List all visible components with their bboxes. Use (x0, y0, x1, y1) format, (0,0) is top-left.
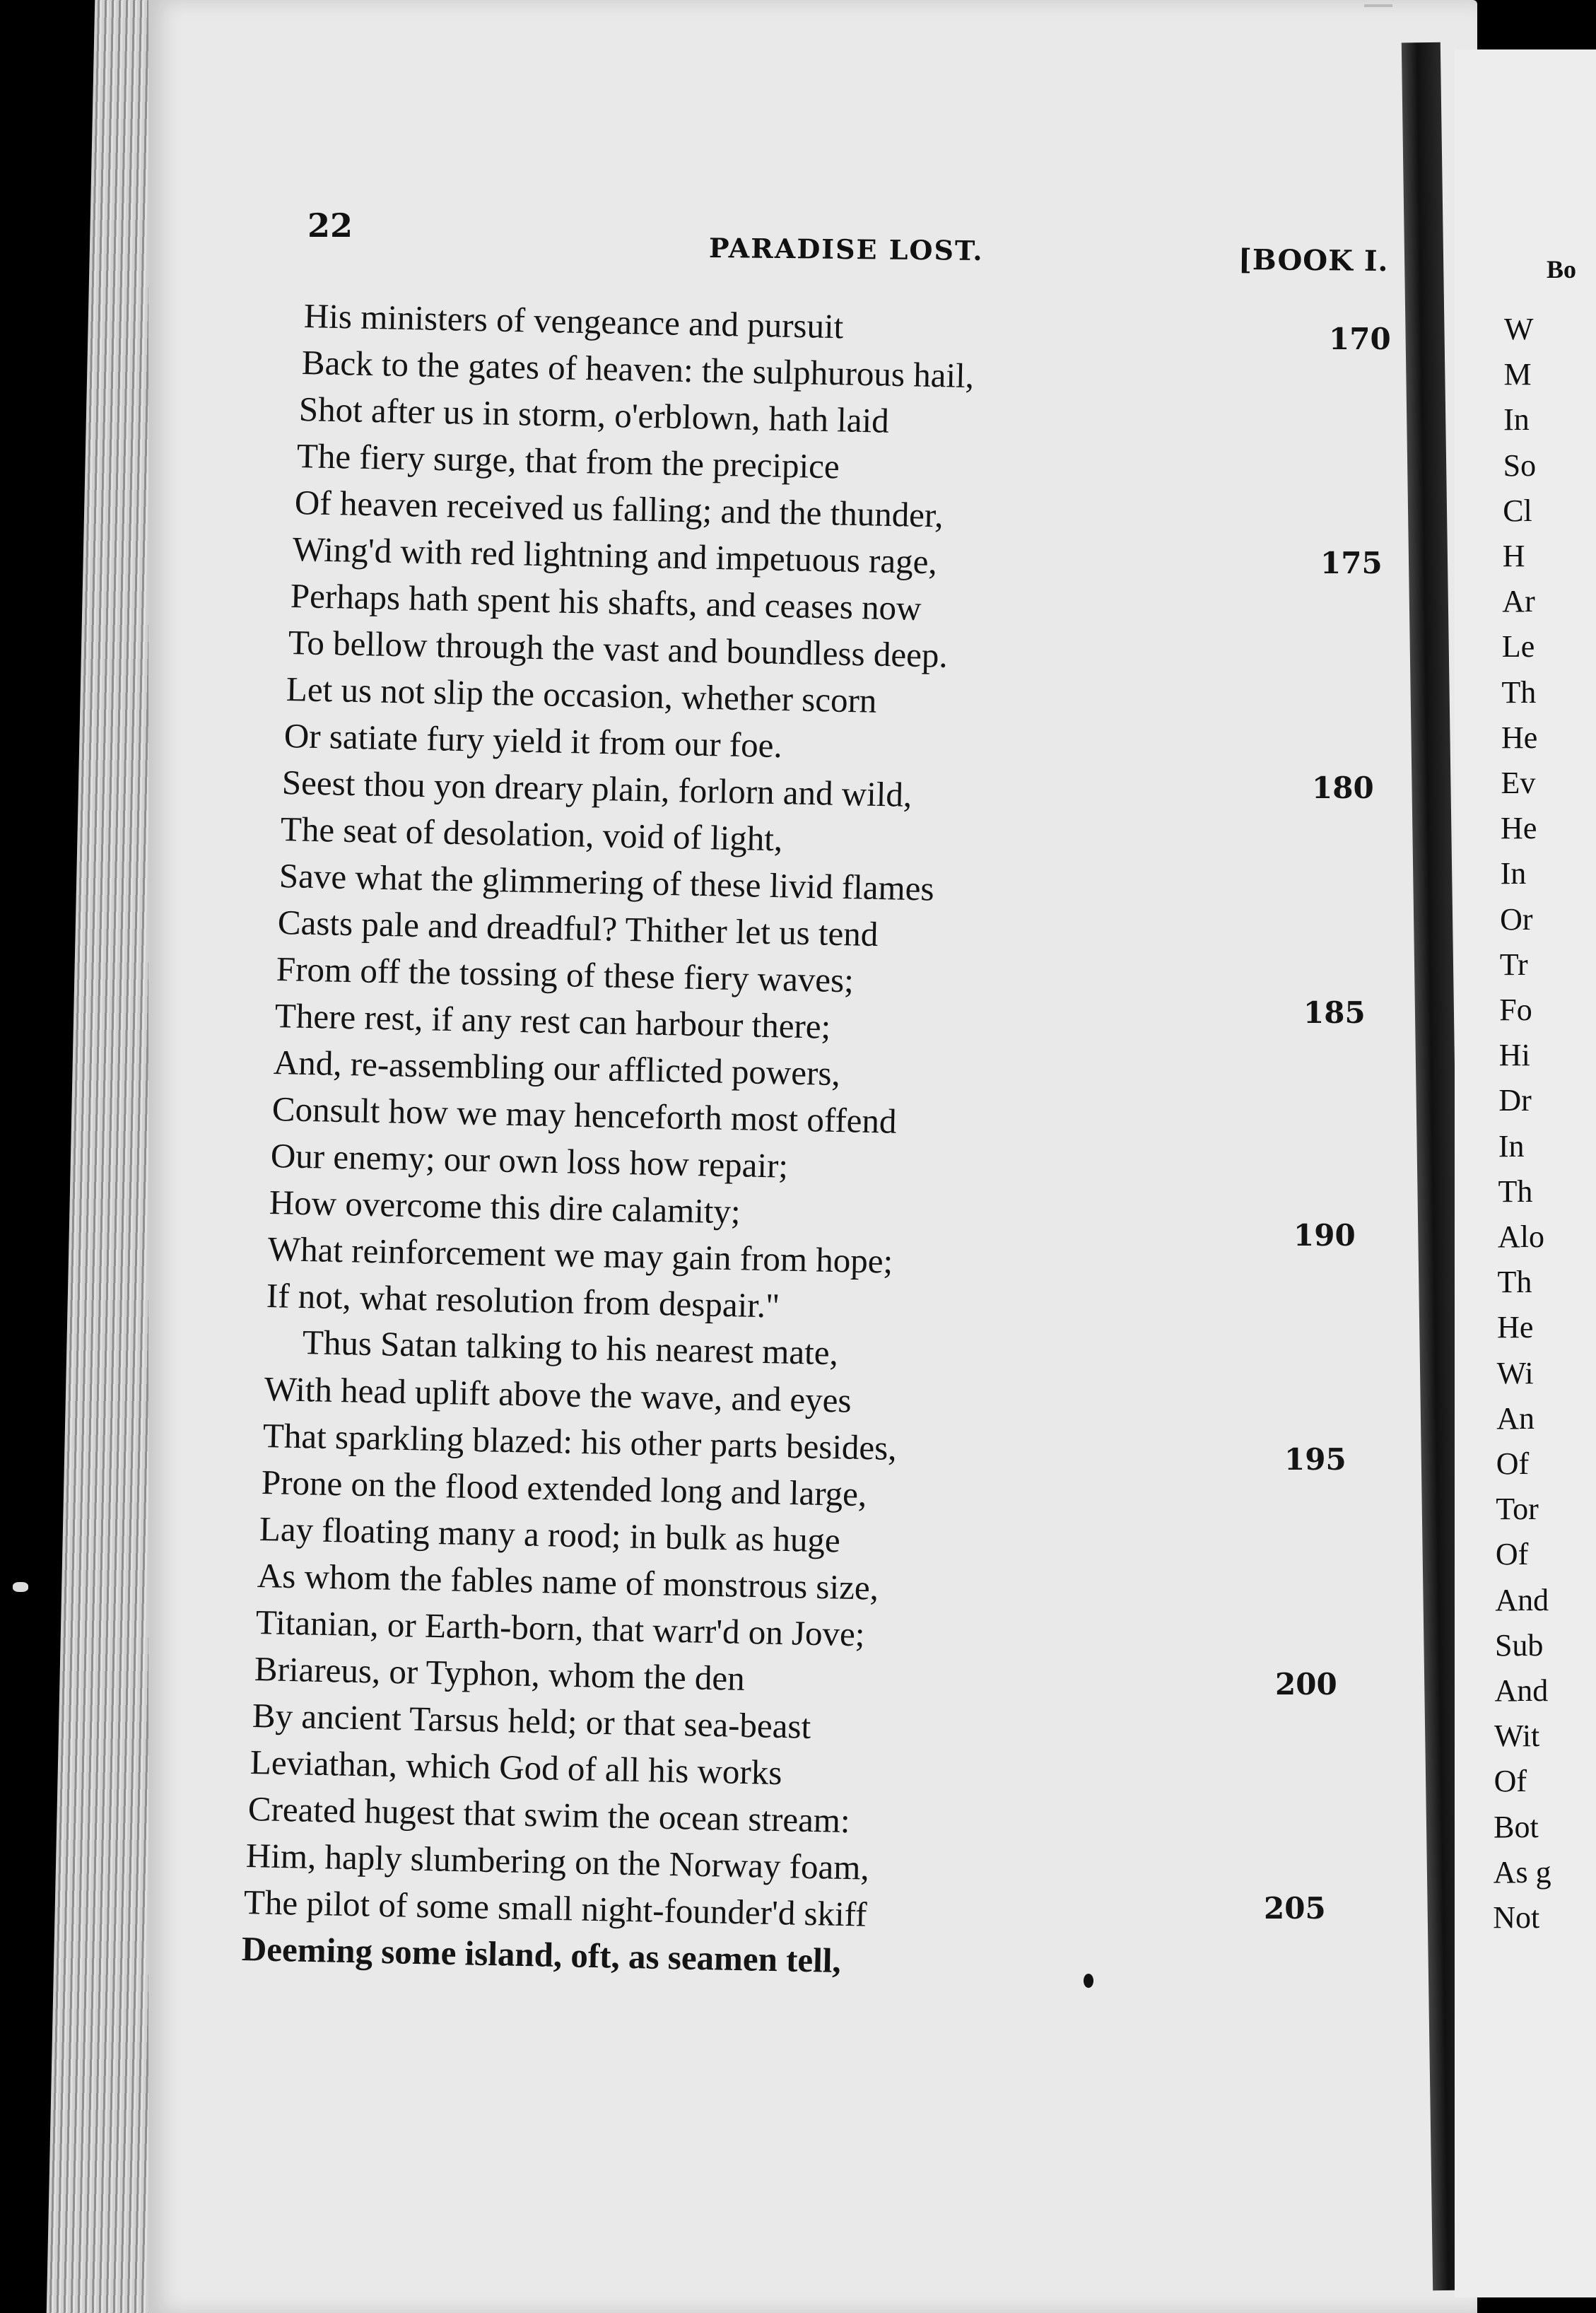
facing-line-start: M (1503, 357, 1532, 392)
verse-line: And, re-assembling our afflicted powers, (273, 1043, 841, 1094)
facing-line-start: Ev (1501, 766, 1536, 800)
facing-line-start: Of (1495, 1537, 1529, 1572)
facing-line-start: Th (1497, 1265, 1532, 1300)
facing-line-start: H (1502, 539, 1525, 573)
facing-line-start: Alo (1498, 1219, 1544, 1254)
line-number: 195 (1284, 1442, 1346, 1477)
facing-line-start: He (1501, 811, 1537, 846)
facing-line-start: In (1498, 1128, 1525, 1164)
verse-line: Of heaven received us falling; and the thunder, (294, 483, 944, 535)
facing-line-start: Tor (1496, 1492, 1539, 1527)
line-number: 170 (1329, 322, 1391, 356)
facing-line-start: Fo (1499, 992, 1532, 1027)
verse-line: Thus Satan talking to his nearest mate, (302, 1323, 839, 1373)
verse-line: Casts pale and dreadful? Thither let us tend (277, 903, 879, 954)
verse-line: The fiery surge, that from the precipice (296, 436, 840, 486)
facing-line-start: As g (1493, 1854, 1551, 1890)
page-number: 22 (307, 206, 353, 245)
line-number: 205 (1264, 1891, 1326, 1926)
verse-line: Let us not slip the occasion, whether scorn (286, 669, 877, 720)
verse-line: The seat of desolation, void of light, (280, 809, 783, 859)
facing-line-start: Wi (1496, 1355, 1534, 1390)
verse-line: Briareus, or Typhon, whom the den (254, 1649, 746, 1698)
facing-line-start: So (1503, 447, 1537, 483)
verse-line: Shot after us in storm, o'erblown, hath laid (298, 390, 890, 440)
verse-line: Leviathan, which God of all his works (250, 1743, 782, 1793)
line-number: 180 (1312, 771, 1374, 805)
facing-line-start: Ar (1502, 584, 1535, 619)
verse-line: Lay floating many a rood; in bulk as huge (259, 1509, 841, 1560)
verse-line: The pilot of some small night-founder'd skiff (243, 1882, 867, 1934)
verse-line: Perhaps hath spent his shafts, and ceases now (290, 576, 922, 628)
verse-line: That sparkling blazed: his other parts besides, (262, 1416, 898, 1468)
verse-line: As whom the fables name of monstrous size, (257, 1556, 879, 1608)
verse-line: Wing'd with red lightning and impetuous rage, (292, 529, 938, 582)
facing-line-start: Dr (1498, 1083, 1532, 1118)
line-number: 175 (1320, 546, 1383, 580)
verse-line: Created hugest that swim the ocean stream: (247, 1789, 851, 1841)
facing-line-start: Of (1494, 1764, 1527, 1799)
facing-line-start: An (1496, 1400, 1535, 1436)
verse-line: What reinforcement we may gain from hope; (267, 1229, 893, 1281)
facing-line-start: Of (1496, 1446, 1530, 1481)
facing-line-start: And (1495, 1582, 1549, 1617)
verse-line: How overcome this dire calamity; (269, 1183, 741, 1231)
facing-page (1455, 49, 1596, 2297)
verse-line: With head uplift above the wave, and eyes (264, 1369, 852, 1420)
facing-line-start: He (1497, 1310, 1534, 1345)
verse-line: Seest thou yon dreary plain, forlorn and wild, (281, 763, 913, 814)
facing-line-start: Wit (1494, 1718, 1540, 1754)
line-number: 200 (1275, 1667, 1337, 1702)
verse-line: From off the tossing of these fiery waves; (276, 949, 855, 1000)
line-number: 185 (1303, 995, 1366, 1030)
verse-line: Or satiate fury yield it from our foe. (283, 716, 783, 766)
running-title: PARADISE LOST. (708, 231, 984, 267)
facing-line-start: Tr (1499, 947, 1528, 982)
verse-line: Prone on the flood extended long and large, (261, 1463, 867, 1514)
facing-line-start: Th (1498, 1173, 1533, 1209)
verse-line: Consult how we may henceforth most offend (271, 1089, 898, 1141)
verse-line: By ancient Tarsus held; or that sea-beast (252, 1696, 811, 1746)
facing-line-start: And (1494, 1673, 1549, 1708)
verse-line: There rest, if any rest can harbour there; (274, 996, 831, 1046)
facing-line-start: Th (1501, 674, 1537, 710)
book-label: [BOOK I. (1238, 242, 1389, 279)
verse-line: Deeming some island, oft, as seamen tell, (241, 1929, 842, 1981)
verse-line: Save what the glimmering of these livid flames (278, 856, 935, 908)
facing-line-start: Bot (1494, 1809, 1539, 1844)
facing-line-start: Hi (1498, 1038, 1530, 1073)
facing-line-start: Sub (1494, 1627, 1544, 1663)
verse-line: To bellow through the vast and boundless deep. (288, 623, 949, 675)
facing-line-start: In (1500, 856, 1527, 891)
verse-line: If not, what resolution from despair." (266, 1276, 780, 1325)
ink-speck (1084, 1974, 1093, 1988)
facing-line-start: In (1503, 402, 1530, 438)
verse-line: Our enemy; our own loss how repair; (270, 1136, 789, 1185)
facing-line-start: Le (1501, 629, 1535, 664)
verse-line: Back to the gates of heaven: the sulphurous hail, (301, 343, 975, 396)
line-number: 190 (1293, 1218, 1356, 1253)
facing-line-start: Or (1500, 901, 1533, 937)
verse-line: His ministers of vengeance and pursuit (303, 296, 844, 346)
facing-line-start: Not (1493, 1900, 1540, 1935)
facing-line-start: W (1504, 312, 1534, 346)
facing-line-start: Cl (1503, 493, 1532, 528)
facing-header: Bo (1547, 255, 1577, 283)
facing-line-start: He (1501, 720, 1538, 755)
margin-blot (13, 1582, 28, 1592)
verse-line: Titanian, or Earth-born, that warr'd on Jove; (255, 1603, 866, 1654)
verse-line: Him, haply slumbering on the Norway foam, (245, 1836, 870, 1887)
